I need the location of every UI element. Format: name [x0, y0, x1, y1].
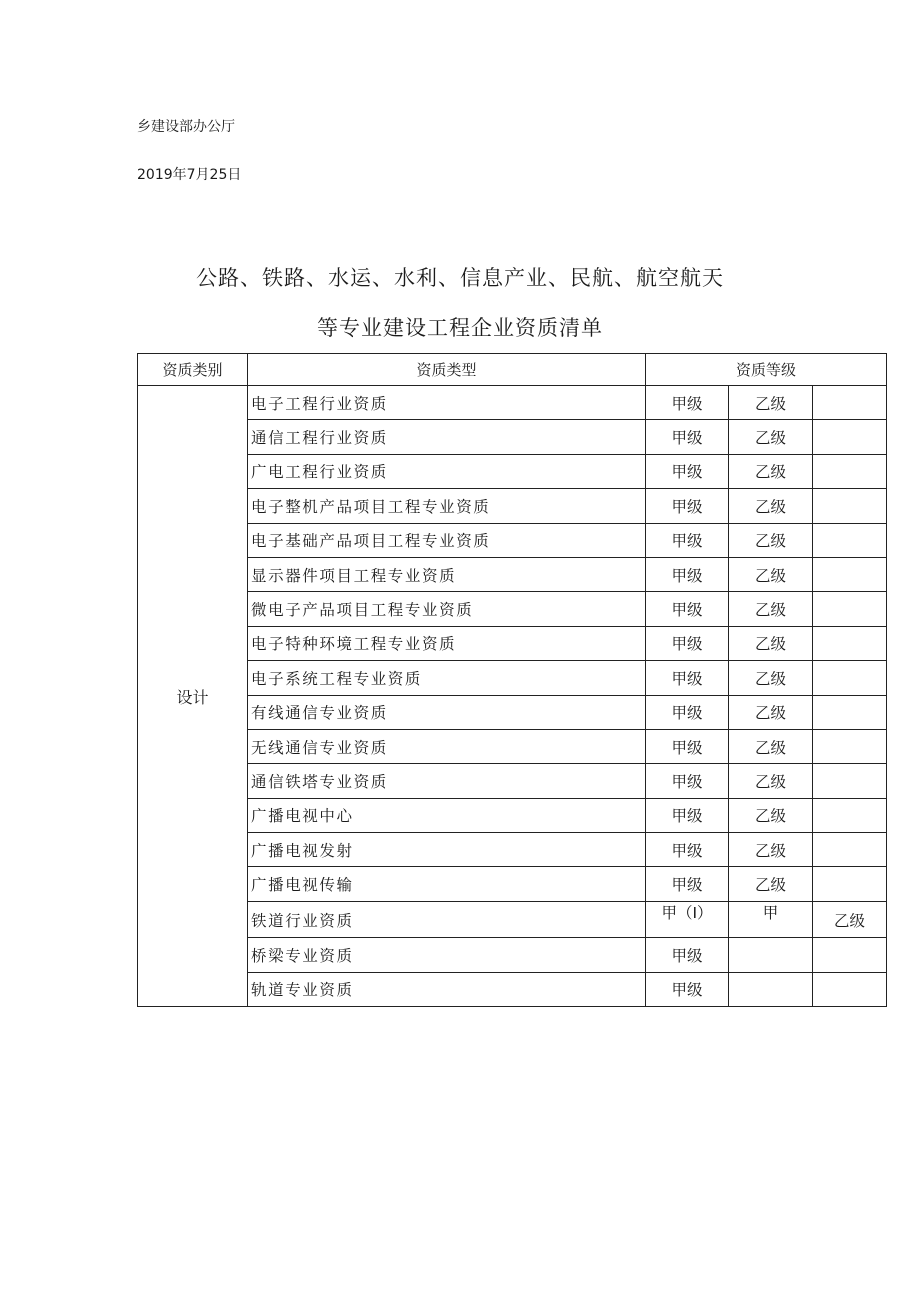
- grade-cell-3: [813, 661, 887, 695]
- grade-cell-3: [813, 557, 887, 591]
- grade-cell-2: 乙级: [729, 592, 813, 626]
- grade-cell-2: 乙级: [729, 798, 813, 832]
- grade-cell-3: [813, 867, 887, 901]
- grade-cell-1: 甲级: [646, 386, 729, 420]
- grade-cell-2: 乙级: [729, 867, 813, 901]
- grade-cell-2: 乙级: [729, 489, 813, 523]
- table-row: [138, 938, 887, 972]
- header-category: 资质类别: [138, 354, 248, 386]
- grade-cell-1: 甲级: [646, 972, 729, 1006]
- grade-cell-3: [813, 626, 887, 660]
- grade-cell-1: 甲级: [646, 420, 729, 454]
- type-cell: 广电工程行业资质: [248, 454, 646, 488]
- table-row: [138, 695, 887, 729]
- grade-cell-3: [813, 420, 887, 454]
- grade-cell-2: 乙级: [729, 523, 813, 557]
- table-row: [138, 523, 887, 557]
- type-cell: 广播电视中心: [248, 798, 646, 832]
- grade-cell-1: 甲（Ⅰ）: [646, 901, 729, 937]
- table-row: [138, 901, 887, 937]
- type-cell: 无线通信专业资质: [248, 729, 646, 763]
- grade-cell-2: 乙级: [729, 833, 813, 867]
- type-cell: 电子工程行业资质: [248, 386, 646, 420]
- grade-cell-1: 甲级: [646, 592, 729, 626]
- table-header-row: [138, 354, 887, 386]
- grade-cell-3: [813, 798, 887, 832]
- type-cell: 桥梁专业资质: [248, 938, 646, 972]
- grade-cell-2: 乙级: [729, 557, 813, 591]
- grade-cell-1: 甲级: [646, 867, 729, 901]
- grade-cell-1: 甲级: [646, 695, 729, 729]
- type-cell: 广播电视发射: [248, 833, 646, 867]
- category-cell: 设计: [138, 386, 248, 1007]
- grade-cell-3: [813, 729, 887, 763]
- qualification-table: [137, 353, 887, 1007]
- grade-cell-1: 甲级: [646, 489, 729, 523]
- issuer-text: 乡建设部办公厅: [137, 119, 235, 135]
- grade-cell-1: 甲级: [646, 454, 729, 488]
- type-cell: 铁道行业资质: [248, 901, 646, 937]
- type-cell: 广播电视传输: [248, 867, 646, 901]
- grade-cell-3: [813, 386, 887, 420]
- type-cell: 电子整机产品项目工程专业资质: [248, 489, 646, 523]
- grade-cell-2: [729, 938, 813, 972]
- grade-cell-2: 乙级: [729, 695, 813, 729]
- grade-cell-3: [813, 833, 887, 867]
- document-title-line-1: 公路、铁路、水运、水利、信息产业、民航、航空航天: [196, 266, 724, 290]
- grade-cell-3: [813, 489, 887, 523]
- table-row: [138, 592, 887, 626]
- grade-cell-2: 乙级: [729, 729, 813, 763]
- table-row: [138, 489, 887, 523]
- type-cell: 有线通信专业资质: [248, 695, 646, 729]
- grade-cell-2: 乙级: [729, 454, 813, 488]
- grade-cell-1: 甲级: [646, 764, 729, 798]
- grade-cell-1: 甲级: [646, 833, 729, 867]
- table-row: [138, 972, 887, 1006]
- grade-cell-3: [813, 938, 887, 972]
- table-row: [138, 729, 887, 763]
- grade-cell-2: 乙级: [729, 386, 813, 420]
- table-row: [138, 420, 887, 454]
- type-cell: 通信工程行业资质: [248, 420, 646, 454]
- table-row: [138, 386, 887, 420]
- table-row: [138, 626, 887, 660]
- table-row: [138, 454, 887, 488]
- grade-cell-3: 乙级: [813, 901, 887, 937]
- type-cell: 电子特种环境工程专业资质: [248, 626, 646, 660]
- type-cell: 电子基础产品项目工程专业资质: [248, 523, 646, 557]
- grade-cell-3: [813, 972, 887, 1006]
- document-title-line-2: 等专业建设工程企业资质清单: [317, 316, 603, 340]
- type-cell: 显示器件项目工程专业资质: [248, 557, 646, 591]
- type-cell: 微电子产品项目工程专业资质: [248, 592, 646, 626]
- type-cell: 通信铁塔专业资质: [248, 764, 646, 798]
- grade-cell-2: 乙级: [729, 661, 813, 695]
- grade-cell-1: 甲级: [646, 626, 729, 660]
- type-cell: 轨道专业资质: [248, 972, 646, 1006]
- grade-cell-1: 甲级: [646, 938, 729, 972]
- grade-cell-3: [813, 454, 887, 488]
- grade-cell-2: 乙级: [729, 420, 813, 454]
- grade-cell-3: [813, 592, 887, 626]
- grade-cell-3: [813, 695, 887, 729]
- grade-cell-1: 甲级: [646, 661, 729, 695]
- grade-cell-2: 甲: [729, 901, 813, 937]
- table-row: [138, 661, 887, 695]
- grade-cell-1: 甲级: [646, 523, 729, 557]
- header-grade: 资质等级: [646, 354, 887, 386]
- header-type: 资质类型: [248, 354, 646, 386]
- table-row: [138, 833, 887, 867]
- grade-cell-1: 甲级: [646, 798, 729, 832]
- table-row: [138, 764, 887, 798]
- grade-cell-3: [813, 764, 887, 798]
- type-cell: 电子系统工程专业资质: [248, 661, 646, 695]
- table-row: [138, 867, 887, 901]
- table-row: [138, 798, 887, 832]
- grade-cell-2: [729, 972, 813, 1006]
- table-row: [138, 557, 887, 591]
- grade-cell-2: 乙级: [729, 626, 813, 660]
- grade-cell-1: 甲级: [646, 729, 729, 763]
- grade-cell-1: 甲级: [646, 557, 729, 591]
- grade-cell-2: 乙级: [729, 764, 813, 798]
- grade-cell-3: [813, 523, 887, 557]
- date-text: 2019年7月25日: [137, 167, 242, 183]
